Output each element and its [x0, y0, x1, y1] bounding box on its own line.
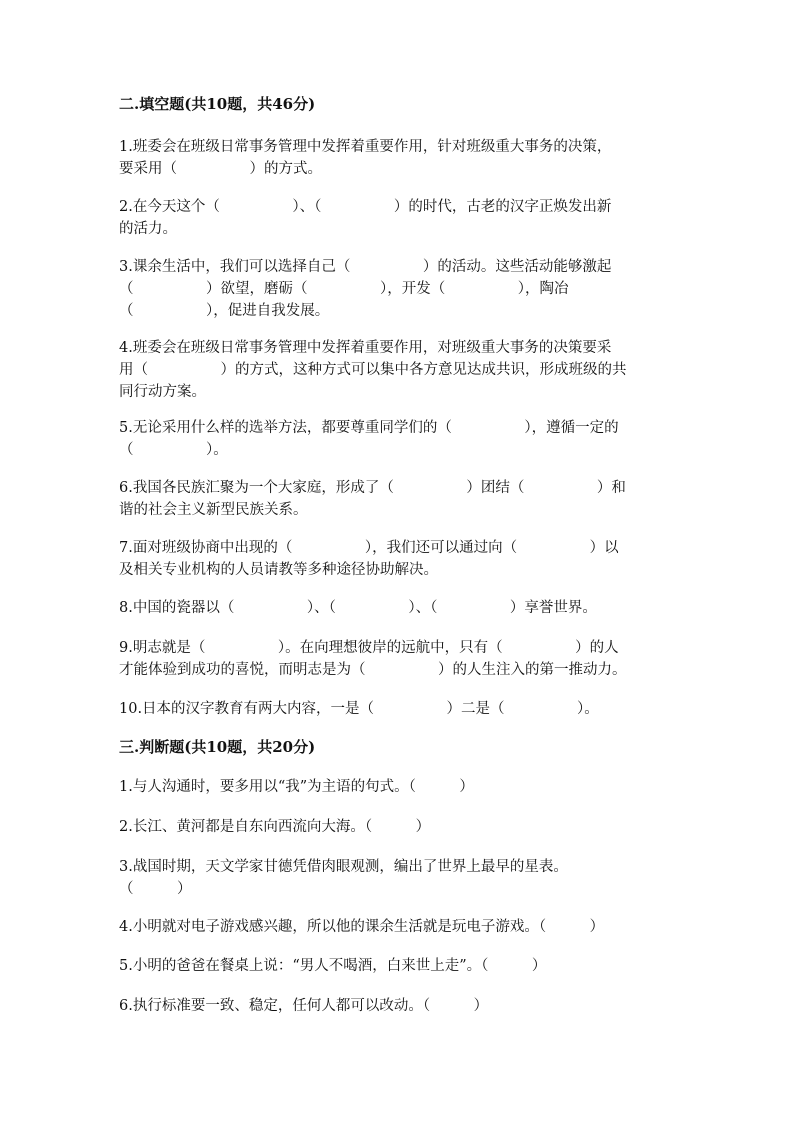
question-line: （ ）。 — [119, 442, 228, 458]
question-line: 7.面对班级协商中出现的（ ），我们还可以通过向（ ）以 — [119, 540, 619, 556]
question-line: 的活力。 — [119, 221, 177, 237]
question-item — [119, 196, 679, 240]
question-line: （ ） — [119, 881, 192, 897]
question-line: 1.与人沟通时，要多用以“我”为主语的句式。（ ） — [119, 779, 474, 795]
section-heading-true-false: 三.判断题(共10题，共20分) — [119, 738, 316, 756]
question-line: 4.班委会在班级日常事务管理中发挥着重要作用，对班级重大事务的决策要采 — [119, 340, 612, 356]
question-line: 2.在今天这个（ ）、（ ）的时代，古老的汉字正焕发出新 — [119, 199, 612, 215]
question-line: 用（ ）的方式，这种方式可以集中各方意见达成共识，形成班级的共 — [119, 362, 627, 378]
question-item — [119, 136, 679, 180]
question-line: 10.日本的汉字教育有两大内容，一是（ ）二是（ ）。 — [119, 701, 599, 717]
question-line: 才能体验到成功的喜悦，而明志是为（ ）的人生注入的第一推动力。 — [119, 662, 627, 678]
question-item — [119, 816, 679, 838]
question-item — [119, 698, 679, 720]
question-item — [119, 995, 679, 1017]
section-heading-fill-blank: 二.填空题(共10题，共46分) — [119, 95, 316, 113]
question-item — [119, 856, 679, 900]
question-item — [119, 256, 679, 322]
question-item — [119, 955, 679, 977]
question-line: 1.班委会在班级日常事务管理中发挥着重要作用，针对班级重大事务的决策， — [119, 139, 612, 155]
question-line: 3.课余生活中，我们可以选择自己（ ）的活动。这些活动能够激起 — [119, 259, 612, 275]
question-item — [119, 337, 679, 403]
question-line: 5.小明的爸爸在餐桌上说：“男人不喝酒，白来世上走”。（ ） — [119, 958, 547, 974]
question-item — [119, 637, 679, 681]
question-line: 4.小明就对电子游戏感兴趣，所以他的课余生活就是玩电子游戏。（ ） — [119, 919, 605, 935]
question-line: （ ）欲望，磨砺（ ），开发（ ），陶冶 — [119, 281, 569, 297]
question-item — [119, 477, 679, 521]
question-line: 及相关专业机构的人员请教等多种途径协助解决。 — [119, 562, 438, 578]
question-line: （ ），促进自我发展。 — [119, 303, 330, 319]
question-line: 6.我国各民族汇聚为一个大家庭，形成了（ ）团结（ ）和 — [119, 480, 626, 496]
question-line: 8.中国的瓷器以（ ）、（ ）、（ ）享誉世界。 — [119, 600, 597, 616]
question-item — [119, 417, 679, 461]
question-line: 谐的社会主义新型民族关系。 — [119, 502, 308, 518]
question-line: 2.长江、黄河都是自东向西流向大海。（ ） — [119, 819, 431, 835]
question-item — [119, 916, 679, 938]
question-line: 要采用（ ）的方式。 — [119, 161, 322, 177]
question-item — [119, 597, 679, 619]
question-line: 6.执行标准要一致、稳定，任何人都可以改动。（ ） — [119, 998, 489, 1014]
question-item — [119, 537, 679, 581]
question-line: 3.战国时期，天文学家甘德凭借肉眼观测，编出了世界上最早的星表。 — [119, 859, 568, 875]
question-line: 同行动方案。 — [119, 384, 206, 400]
question-line: 9.明志就是（ ）。在向理想彼岸的远航中，只有（ ）的人 — [119, 640, 619, 656]
question-line: 5.无论采用什么样的选举方法，都要尊重同学们的（ ），遵循一定的 — [119, 420, 619, 436]
question-item — [119, 776, 679, 798]
